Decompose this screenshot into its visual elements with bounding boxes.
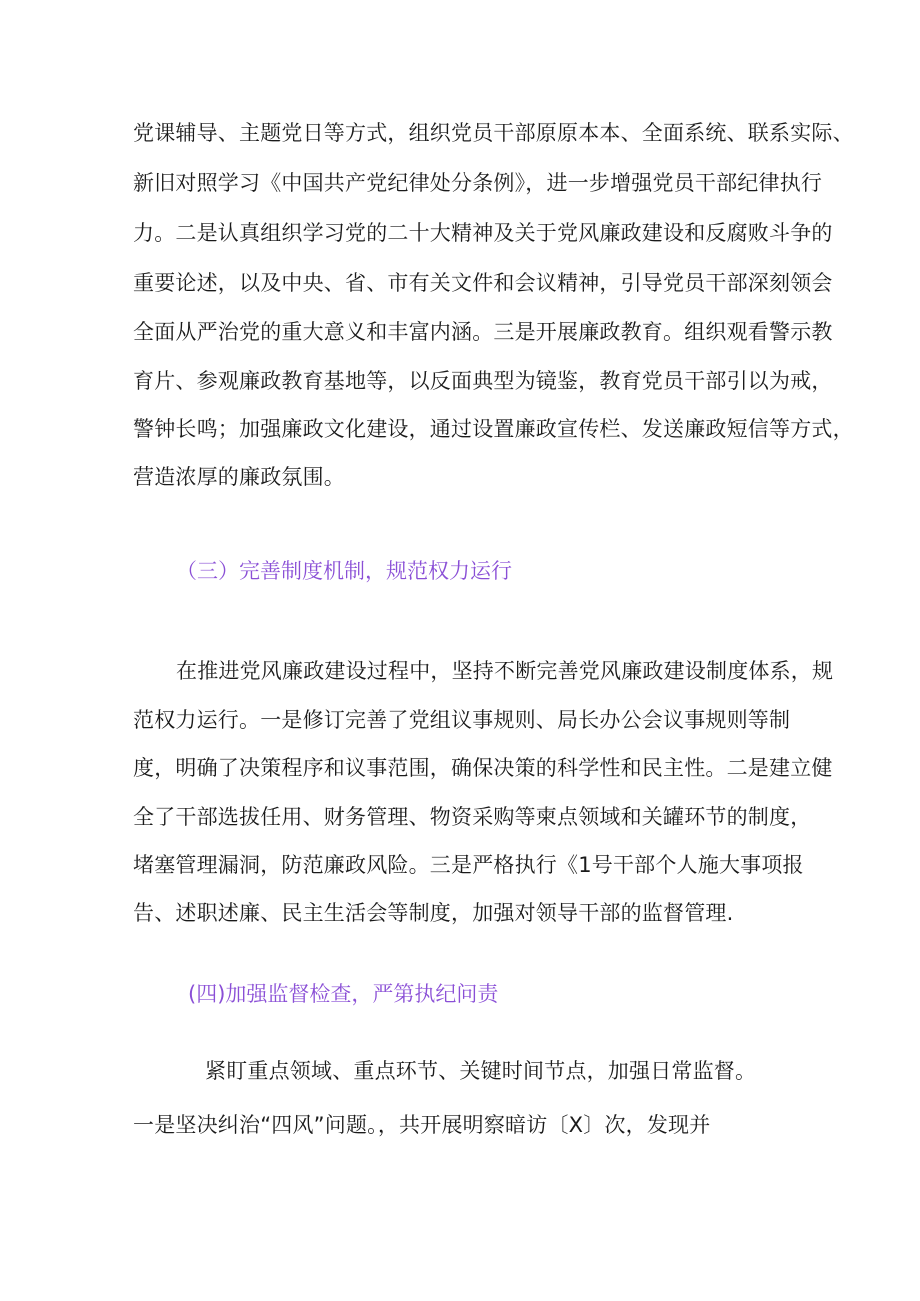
paragraph-line: 全了干部选拔任用、财务管理、物资采购等柬点领域和关罐环节的制度，: [133, 805, 812, 829]
paragraph-line: 力。二是认真组织学习党的二十大精神及关于党风廉政建设和反腐败斗争的: [133, 221, 833, 245]
section-heading-4: (四)加强监督检查，严第执纪问责: [188, 982, 499, 1006]
paragraph-line: 范权力运行。一是修订完善了党组议事规则、局长办公会议事规则等制: [133, 708, 791, 732]
paragraph-line: 重要论述，以及中央、省、市有关文件和会议精神，引导党员干部深刻领会: [133, 271, 833, 295]
paragraph-line: 一是坚决纠治“四风”问题。，共开展明察暗访〔X〕次，发现并: [133, 1113, 711, 1137]
paragraph-line: 警钟长鸣；加强廉政文化建设，通过设置廉政宣传栏、发送廉政短信等方式，: [133, 417, 854, 441]
paragraph-line: 告、述职述廉、民主生活会等制度，加强对领导干部的监督管理.: [133, 901, 734, 925]
paragraph-line: 度，明确了决策程序和议事范围，确保决策的科学性和民主性。二是建立健: [133, 756, 833, 780]
paragraph-line: 堵塞管理漏洞，防范廉政风险。三是严格执行《1号干部个人施大事项报: [133, 853, 804, 877]
paragraph-line: 育片、参观廉政教育基地等，以反面典型为镜鉴，教育党员干部引以为戒，: [133, 369, 833, 393]
paragraph-line: 营造浓厚的廉政氛围。: [133, 465, 345, 489]
section-heading-3: （三）完善制度机制，规范权力运行: [176, 559, 512, 583]
paragraph-line: 党课辅导、主题党日等方式，组织党员干部原原本本、全面系统、联系实际、: [133, 121, 854, 145]
paragraph-line: 紧盯重点领域、重点环节、关键时间节点，加强日常监督。: [205, 1059, 757, 1083]
paragraph-line: 全面从严治党的重大意义和丰富内涵。三是开展廉政教育。组织观看警示教: [133, 320, 833, 344]
paragraph-line: 在推进党风廉政建设过程中，坚持不断完善党风廉政建设制度体系，规: [176, 659, 834, 683]
paragraph-line: 新旧对照学习《中国共产党纪律处分条例》，进一步增强党员干部纪律执行: [133, 171, 823, 195]
